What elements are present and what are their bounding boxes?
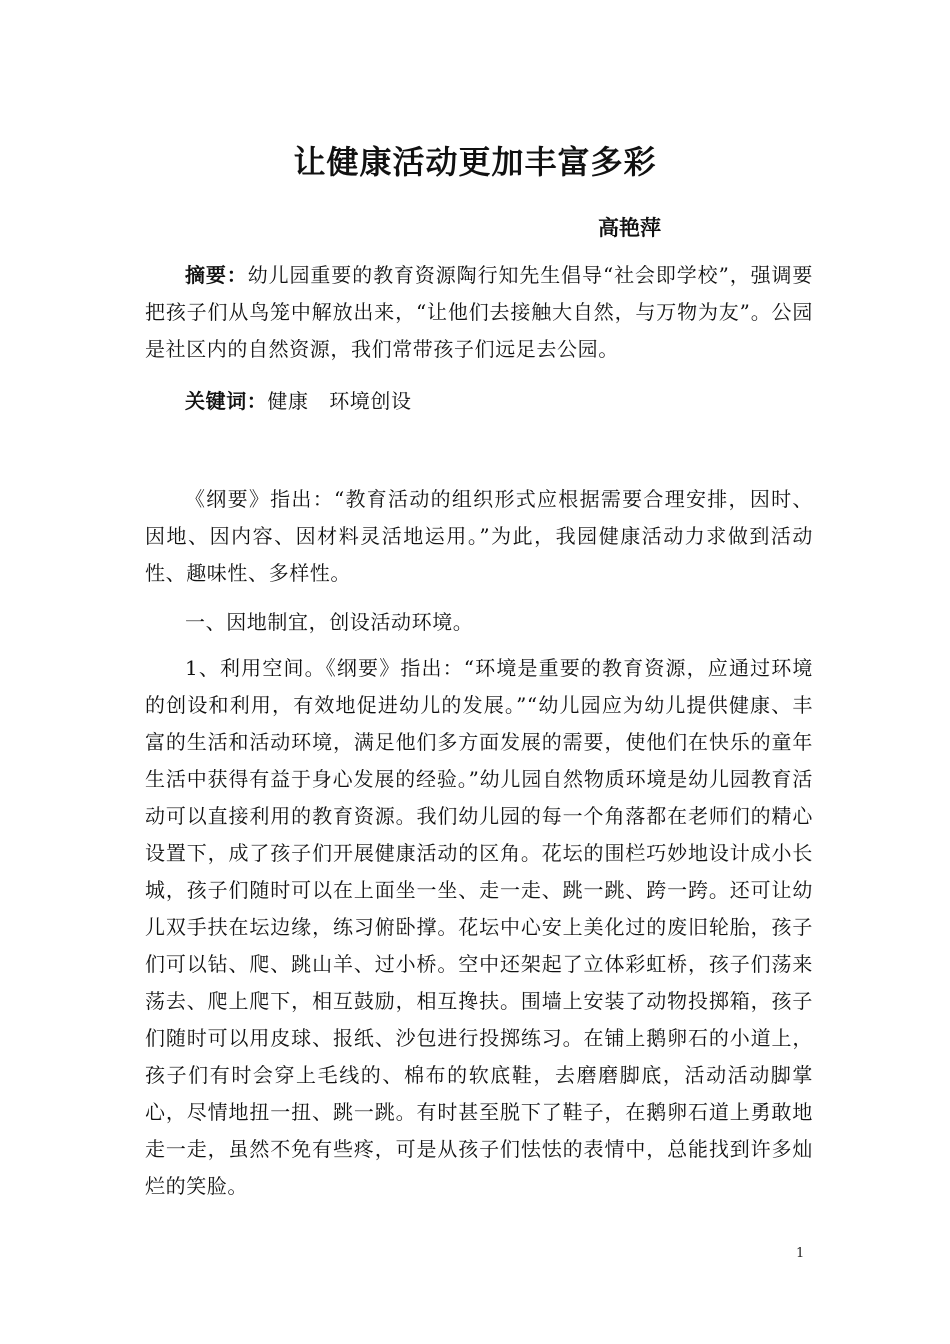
body-paragraph-2: 1、利用空间。《纲要》指出：“环境是重要的教育资源，应通过环境的创设和利用，有效地促进幼儿的发展。”“幼儿园应为幼儿提供健康、丰富的生活和活动环境，满足他们多方面发展的需要，使他们在快乐的童年生活中获得有益于身心发展的经验。”幼儿园自然物质环境是幼儿园教育活动可以直接利用的教育资源。我们幼儿园的每一个角落都在老师们的精心设置下，成了孩子们开展健康活动的区角。花坛的围栏巧妙地设计成小长城，孩子们随时可以在上面坐一坐、走一走、跳一跳、跨一跨。还可让幼儿双手扶在坛边缘，练习俯卧撑。花坛中心安上美化过的废旧轮胎，孩子们可以钻、爬、跳山羊、过小桥。空中还架起了立体彩虹桥，孩子们荡来荡去、爬上爬下，相互鼓励，相互搀扶。围墙上安装了动物投掷箱，孩子们随时可以用皮球、报纸、沙包进行投掷练习。在铺上鹅卵石的小道上，孩子们有时会穿上毛线的、棉布的软底鞋，去磨磨脚底，活动活动脚掌心，尽情地扭一扭、跳一跳。有时甚至脱下了鞋子，在鹅卵石道上勇敢地走一走，虽然不免有些疼，可是从孩子们怯怯的表情中，总能找到许多灿烂的笑脸。 <box>145 656 813 1198</box>
body-paragraph-1: 《纲要》指出：“教育活动的组织形式应根据需要合理安排，因时、因地、因内容、因材料灵活地运用。”为此，我园健康活动力求做到活动性、趣味性、多样性。 <box>145 487 813 585</box>
keywords-label: 关键词： <box>185 389 268 413</box>
page-number: 1 <box>796 1246 805 1261</box>
keywords-paragraph <box>145 383 813 420</box>
abstract-text: 幼儿园重要的教育资源陶行知先生倡导“社会即学校”，强调要把孩子们从鸟笼中解放出来，“让他们去接触大自然，与万物为友”。公园是社区内的自然资源，我们常带孩子们远足去公园。 <box>145 263 813 361</box>
document-title: 让健康活动更加丰富多彩 <box>293 143 657 181</box>
abstract-paragraph <box>145 257 813 368</box>
document-author: 高艳萍 <box>598 215 661 240</box>
abstract-label: 摘要： <box>185 263 248 287</box>
section-heading-1: 一、因地制宜，创设活动环境。 <box>185 610 474 634</box>
keywords-text: 健康 环境创设 <box>267 389 412 413</box>
